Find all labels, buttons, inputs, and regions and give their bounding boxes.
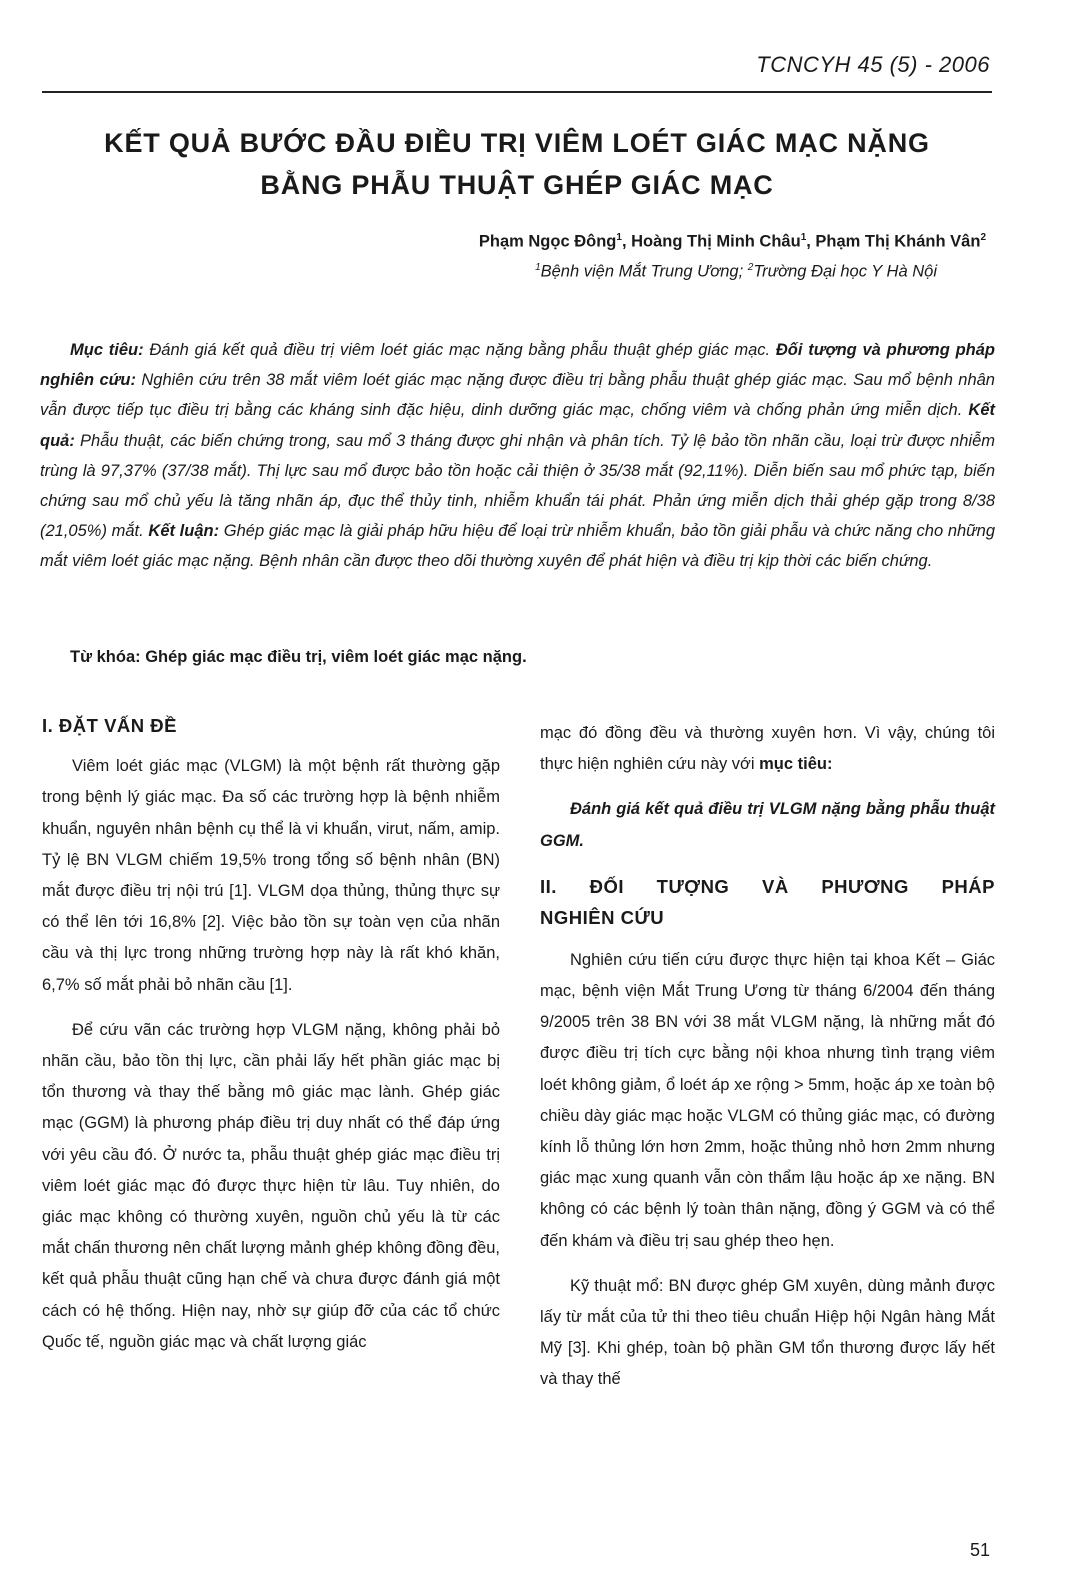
header-rule	[42, 91, 992, 93]
author-2-affil: 1	[800, 232, 807, 243]
author-1-affil: 1	[616, 232, 622, 243]
author-1: Phạm Ngọc Đông	[478, 232, 617, 251]
section-1-paragraph-3-text: mạc đó đồng đều và thường xuyên hơn. Vì vậy, chúng tôi thực hiện nghiên cứu này với	[540, 724, 995, 774]
abstract-results-label: Kết quả:	[40, 401, 995, 450]
abstract-conclusion: Ghép giác mạc là giải pháp hữu hiệu để loại trừ nhiễm khuẩn, bảo tồn giải phẫu và chức năng cho những mắt viêm loét giác mạc nặng. Bệnh nhân cần được theo dõi thường xuyên để phát hiện và điều trị kịp thời các biến chứng.	[40, 522, 995, 571]
section-2-paragraph-1: Nghiên cứu tiến cứu được thực hiện tại khoa Kết – Giác mạc, bệnh viện Mắt Trung Ương từ tháng 6/2004 đến tháng 9/2005 trên 38 BN với 38 mắt VLGM nặng, là những mắt đó được điều trị tích cực bằng nội khoa nhưng tình trạng viêm loét không giảm, ổ loét áp xe rộng > 5mm, hoặc áp xe toàn bộ chiều dày giác mạc hoặc VLGM có thủng giác mạc, có đường kính lỗ thủng lớn hơn 2mm, hoặc thủng nhỏ hơn 2mm nhưng giác mạc xung quanh vẫn còn thẩm lậu hoặc áp xe nặng. BN không có các bệnh lý toàn thân nặng, đồng ý GGM và có thể đến khám và điều trị sau ghép theo hẹn.	[540, 950, 995, 1250]
section-2-paragraph-2: Kỹ thuật mổ: BN được ghép GM xuyên, dùng mảnh được lấy từ mắt của tử thi theo tiêu chuẩn Hiệp hội Ngân hàng Mắt Mỹ [3]. Khi ghép, toàn bộ phần GM tổn thương được lấy hết và thay thế	[540, 1276, 995, 1389]
abstract-methods-label: Đối tượng và phương pháp nghiên cứu:	[40, 341, 995, 390]
author-3-affil: 2	[980, 232, 986, 243]
section-1-paragraph-3	[540, 718, 995, 780]
section-1-paragraph-2: Để cứu vãn các trường hợp VLGM nặng, không phải bỏ nhãn cầu, bảo tồn thị lực, cần phải lấy hết phần giác mạc bị tổn thương và thay thế bằng mô giác mạc lành. Ghép giác mạc (GGM) là phương pháp điều trị duy nhất có thể đáp ứng với yêu cầu đó. Ở nước ta, phẫu thuật ghép giác mạc điều trị viêm loét giác mạc đó được thực hiện từ lâu. Tuy nhiên, do giác mạc không có thường xuyên, nguồn chủ yếu là từ các mắt chấn thương nên chất lượng mảnh ghép không đồng đều, kết quả phẫu thuật cũng hạn chế và chưa được đánh giá một cách có hệ thống. Hiện nay, nhờ sự giúp đỡ của các tổ chức Quốc tế, nguồn giác mạc và chất lượng giác	[42, 1020, 500, 1351]
study-objective: Đánh giá kết quả điều trị VLGM nặng bằng phẫu thuật GGM.	[540, 800, 995, 850]
keywords: Từ khóa: Ghép giác mạc điều trị, viêm loét giác mạc nặng.	[70, 648, 527, 666]
left-column	[42, 710, 500, 1372]
title-line-1: KẾT QUẢ BƯỚC ĐẦU ĐIỀU TRỊ VIÊM LOÉT GIÁC MẠC NẶNG	[104, 128, 930, 158]
section-2-heading	[540, 871, 995, 933]
author-2: , Hoàng Thị Minh Châu	[621, 232, 801, 251]
affil-1-marker: 1	[535, 262, 541, 273]
author-3: , Phạm Thị Khánh Vân	[806, 232, 981, 251]
abstract-conclusion-label: Kết luận:	[148, 522, 220, 541]
affil-1: Bệnh viện Mắt Trung Ương;	[540, 262, 748, 281]
section-2-heading-line-1: II. ĐỐI TƯỢNG VÀ PHƯƠNG PHÁP	[540, 875, 995, 897]
objective-label: mục tiêu:	[759, 755, 833, 774]
abstract-objective-label: Mục tiêu:	[70, 341, 144, 359]
page-number: 51	[969, 1540, 990, 1560]
affil-2: Trường Đại học Y Hà Nội	[753, 262, 937, 281]
affil-2-marker: 2	[747, 262, 754, 273]
abstract	[40, 335, 995, 577]
abstract-methods: Nghiên cứu trên 38 mắt viêm loét giác mạc nặng được điều trị bằng phẫu thuật ghép giác mạc. Sau mổ bệnh nhân vẫn được tiếp tục điều trị bằng các kháng sinh đặc hiệu, dinh dưỡng giác mạc, chống viêm và chống phản ứng miễn dịch.	[40, 371, 995, 420]
section-1-paragraph-1: Viêm loét giác mạc (VLGM) là một bệnh rất thường gặp trong bệnh lý giác mạc. Đa số các trường hợp là bệnh nhiễm khuẩn, nguyên nhân bệnh cụ thể là vi khuẩn, virut, nấm, amip. Tỷ lệ BN VLGM chiếm 19,5% trong tổng số bệnh nhân (BN) mắt được điều trị nội trú [1]. VLGM dọa thủng, thủng thực sự có thể lên tới 16,8% [2]. Việc bảo tồn sự toàn vẹn của nhãn cầu và thị lực trong những trường hợp này là rất khó khăn, 6,7% số mắt phải bỏ nhãn cầu [1].	[42, 757, 500, 994]
author-list	[479, 232, 986, 252]
right-column	[540, 718, 995, 1410]
affiliations	[535, 262, 937, 282]
section-1-heading: I. ĐẶT VẤN ĐỀ	[42, 715, 177, 736]
abstract-results: Phẫu thuật, các biến chứng trong, sau mổ 3 tháng được ghi nhận và phân tích. Tỷ lệ bảo tồn nhãn cầu, loại trừ được nhiễm trùng là 97,37% (37/38 mắt). Thị lực sau mổ được bảo tồn hoặc cải thiện ở 35/38 mắt (92,11%). Diễn biến sau mổ phức tạp, biến chứng sau mổ chủ yếu là tăng nhãn áp, đục thể thủy tinh, nhiễm khuẩn tái phát. Phản ứng miễn dịch thải ghép gặp trong 8/38 (21,05%) mắt.	[40, 431, 995, 541]
abstract-objective: Đánh giá kết quả điều trị viêm loét giác mạc nặng bằng phẫu thuật ghép giác mạc.	[143, 341, 776, 359]
section-2-heading-line-2: NGHIÊN CỨU	[540, 906, 665, 928]
journal-reference: TCNCYH 45 (5) - 2006	[756, 52, 990, 77]
article-title	[42, 122, 992, 206]
title-line-2: BẰNG PHẪU THUẬT GHÉP GIÁC MẠC	[260, 170, 774, 200]
